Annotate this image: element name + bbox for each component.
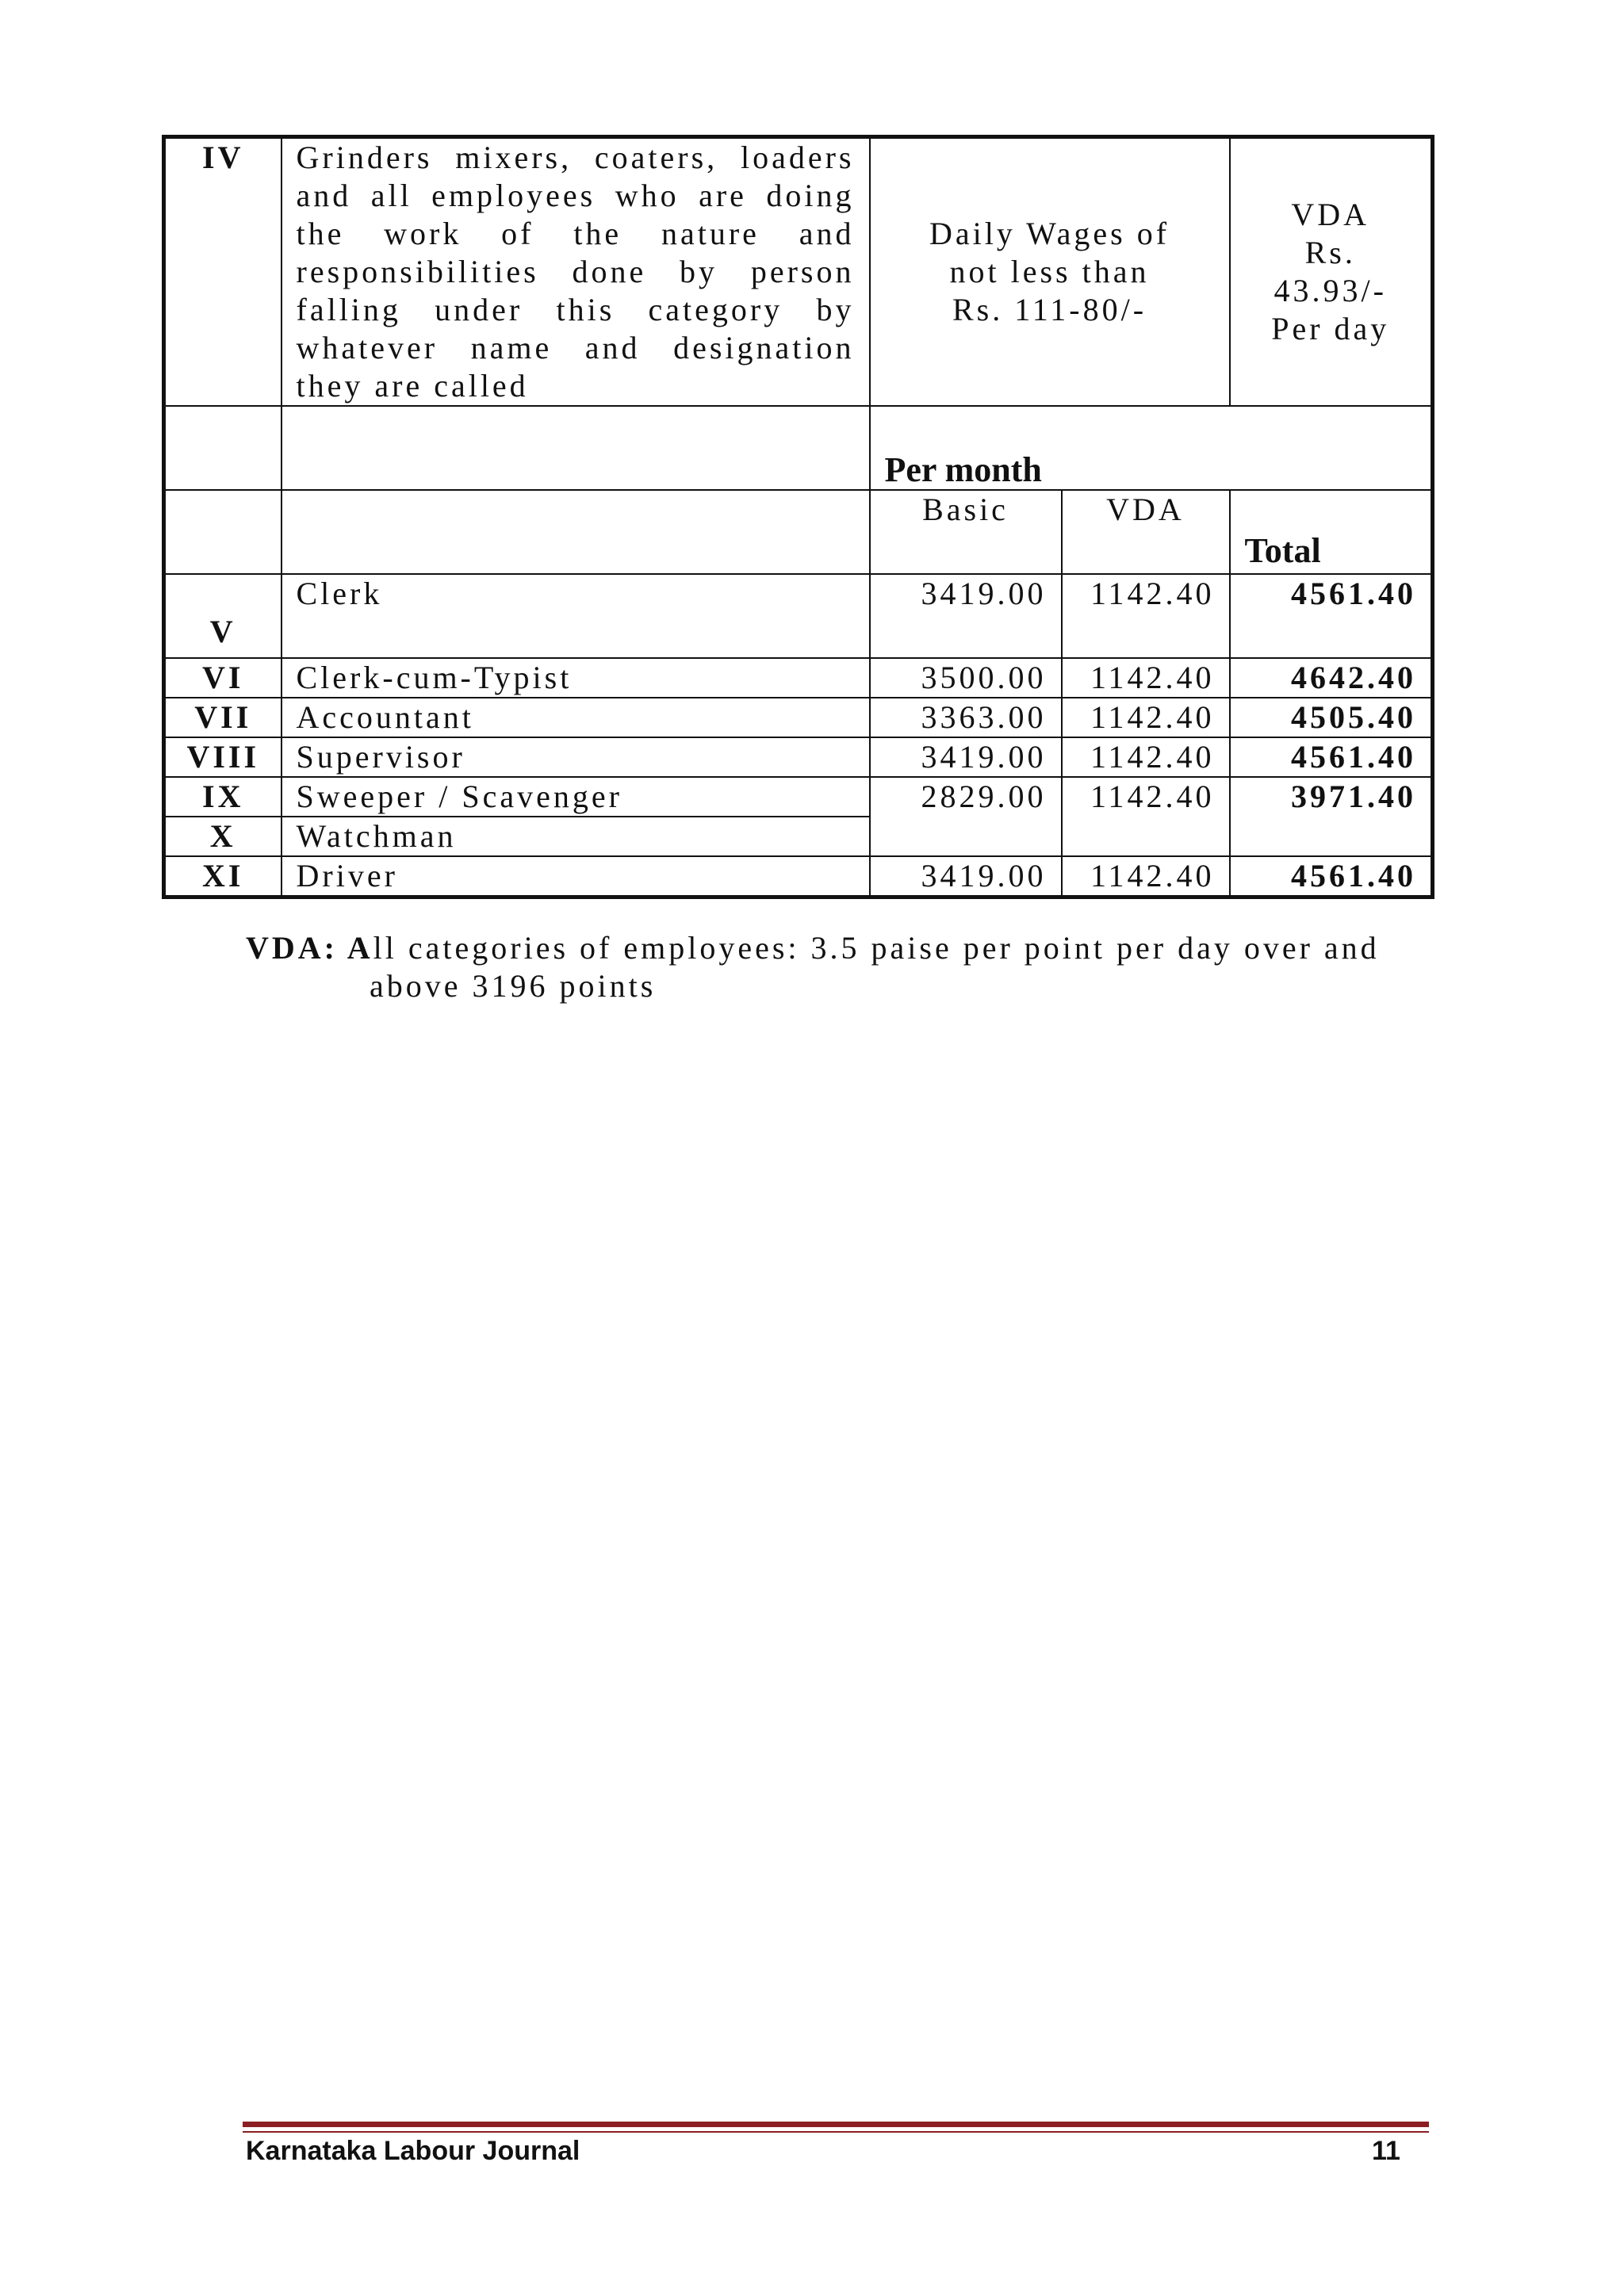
- table-row: [164, 698, 1433, 737]
- empty-cell: [282, 490, 870, 574]
- total-header: Total: [1230, 490, 1433, 574]
- empty-cell: [164, 406, 282, 490]
- row-vda: 1142.40: [1062, 698, 1230, 737]
- vda-daily-cell: [1230, 137, 1433, 407]
- row-basic: 3419.00: [870, 737, 1062, 777]
- vda-header: VDA: [1062, 490, 1230, 574]
- footer-rule-thin: [243, 2131, 1429, 2133]
- row-total: 4561.40: [1230, 856, 1433, 897]
- row-basic: 3363.00: [870, 698, 1062, 737]
- vda-note-text: ll categories of employees: 3.5 paise per point per day over and: [373, 930, 1380, 966]
- table-row: [164, 777, 1433, 817]
- empty-cell: [282, 406, 870, 490]
- row-vda: 1142.40: [1062, 658, 1230, 698]
- row-designation: Driver: [282, 856, 870, 897]
- daily-wages-line1: Daily Wages of: [929, 216, 1170, 251]
- table-row: [164, 658, 1433, 698]
- vda-note-continuation: above 3196 points: [370, 968, 657, 1004]
- row-number: XI: [164, 856, 282, 897]
- per-month-row: [164, 406, 1433, 490]
- row-designation: Clerk-cum-Typist: [282, 658, 870, 698]
- row-designation: Clerk: [282, 574, 870, 658]
- row-number: V: [164, 574, 282, 658]
- row-vda: 1142.40: [1062, 777, 1230, 856]
- per-month-label: Per month: [870, 406, 1433, 490]
- vda-daily-line3: Per day: [1271, 311, 1390, 346]
- table-row: [164, 574, 1433, 658]
- row-basic: 2829.00: [870, 777, 1062, 856]
- daily-wages-cell: [870, 137, 1230, 407]
- journal-title: Karnataka Labour Journal: [246, 2136, 580, 2166]
- empty-cell: [164, 490, 282, 574]
- basic-header: Basic: [870, 490, 1062, 574]
- row-number: VI: [164, 658, 282, 698]
- page-number: 11: [1372, 2136, 1400, 2166]
- row-basic: 3500.00: [870, 658, 1062, 698]
- daily-wages-line2: not less than: [949, 254, 1150, 289]
- row-total: 4561.40: [1230, 574, 1433, 658]
- row-vda: 1142.40: [1062, 574, 1230, 658]
- row-number: VIII: [164, 737, 282, 777]
- row-number: VII: [164, 698, 282, 737]
- row-total: 3971.40: [1230, 777, 1433, 856]
- row-total: 4642.40: [1230, 658, 1433, 698]
- row-designation: Sweeper / Scavenger: [282, 777, 870, 817]
- vda-note: [246, 929, 1467, 1005]
- vda-daily-line1: VDA: [1291, 197, 1370, 232]
- footer-rule: [243, 2122, 1429, 2127]
- row-description: Grinders mixers, coaters, loaders and all employees who are doing the work of the nature and responsibilities done by person falling under this category by whatever name and designation they are called: [282, 137, 870, 407]
- daily-wages-line3: Rs. 111-80/-: [952, 292, 1147, 327]
- row-designation: Supervisor: [282, 737, 870, 777]
- row-vda: 1142.40: [1062, 856, 1230, 897]
- row-designation: Watchman: [282, 817, 870, 856]
- row-vda: 1142.40: [1062, 737, 1230, 777]
- table-row: [164, 737, 1433, 777]
- row-number: X: [164, 817, 282, 856]
- table-row: [164, 856, 1433, 897]
- row-basic: 3419.00: [870, 574, 1062, 658]
- row-designation: Accountant: [282, 698, 870, 737]
- row-basic: 3419.00: [870, 856, 1062, 897]
- vda-daily-line2: Rs. 43.93/-: [1274, 235, 1387, 308]
- row-number: IX: [164, 777, 282, 817]
- vda-note-label: VDA: A: [246, 930, 373, 966]
- row-total: 4561.40: [1230, 737, 1433, 777]
- row-number: IV: [164, 137, 282, 407]
- wages-table: [162, 135, 1434, 899]
- table-row-iv: [164, 137, 1433, 407]
- row-total: 4505.40: [1230, 698, 1433, 737]
- column-header-row: [164, 490, 1433, 574]
